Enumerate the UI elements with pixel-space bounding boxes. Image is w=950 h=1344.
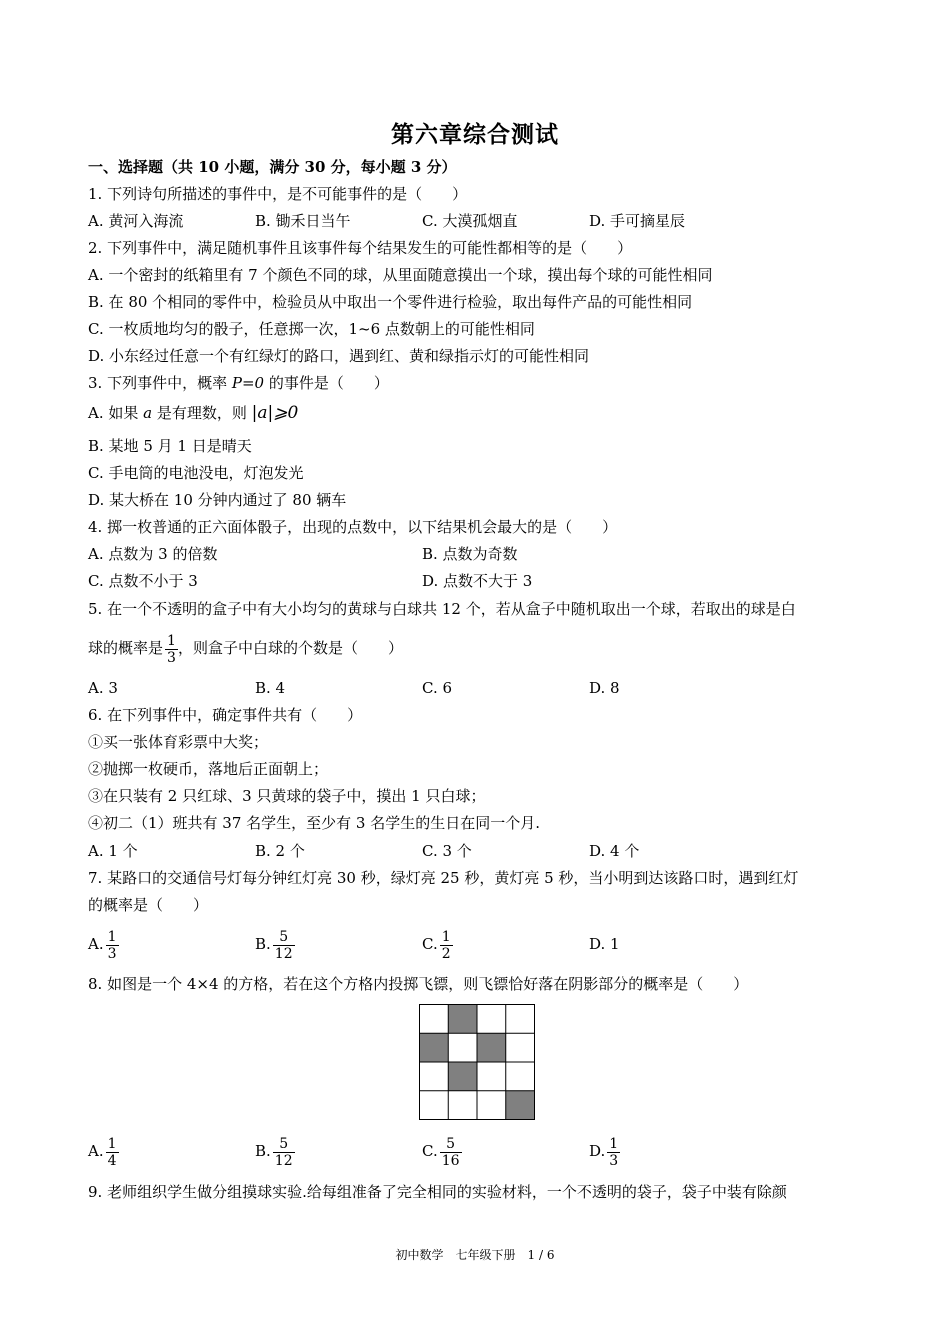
- q3-option-a: [88, 403, 298, 423]
- grid-shaded-cell: [477, 1033, 506, 1062]
- q7-a-den: 3: [107, 945, 117, 962]
- q6-item-2: ②抛掷一枚硬币，落地后正面朝上；: [88, 760, 329, 778]
- q2-option-c: C. 一枚质地均匀的骰子，任意掷一次，1~6 点数朝上的可能性相同: [88, 320, 535, 338]
- page-footer: 初中数学 七年级下册 1 / 6: [395, 1248, 555, 1262]
- q8-option-d-label: D.: [589, 1142, 606, 1160]
- q6-stem: 6. 在下列事件中，确定事件共有（ ）: [88, 706, 363, 724]
- q8-option-d: [589, 1133, 620, 1169]
- q4-option-c: C. 点数不小于 3: [88, 572, 198, 590]
- q8-option-c-label: C.: [422, 1142, 438, 1160]
- q8-c-den: 16: [441, 1152, 460, 1169]
- q8-option-a: [88, 1133, 119, 1169]
- q8-a-den: 4: [107, 1152, 117, 1169]
- q7-a-num: 1: [107, 928, 117, 945]
- q5-frac-num: 1: [167, 632, 176, 649]
- q8-option-c: [422, 1133, 462, 1169]
- q7-option-b-fraction: [273, 929, 295, 962]
- q4-option-b: B. 点数为奇数: [422, 545, 518, 563]
- q8-b-den: 12: [274, 1152, 293, 1169]
- page-title: 第六章综合测试: [391, 121, 559, 148]
- q7-option-d: D. 1: [589, 935, 620, 953]
- q2-option-a: A. 一个密封的纸箱里有 7 个颜色不同的球，从里面随意摸出一个球，摸出每个球的可能性相同: [88, 266, 713, 284]
- q8-d-num: 1: [609, 1135, 619, 1152]
- q8-option-b-label: B.: [255, 1142, 271, 1160]
- q7-option-c-fraction: [440, 929, 453, 962]
- q7-option-a: [88, 926, 119, 962]
- q8-option-d-fraction: [607, 1136, 620, 1169]
- q7-stem-line1: 7. 某路口的交通信号灯每分钟红灯亮 30 秒，绿灯亮 25 秒，黄灯亮 5 秒，当小明到达该路口时，遇到红灯: [88, 869, 799, 887]
- grid-shaded-cell: [448, 1004, 477, 1033]
- q3-option-b: B. 某地 5 月 1 日是晴天: [88, 437, 252, 455]
- q7-b-den: 12: [274, 945, 293, 962]
- q4-option-a: A. 点数为 3 的倍数: [88, 545, 218, 563]
- q7-option-c-label: C.: [422, 935, 438, 953]
- q9-stem: 9. 老师组织学生做分组摸球实验.给每组准备了完全相同的实验材料，一个不透明的袋子，袋子中装有除颜: [88, 1183, 787, 1201]
- q1-stem: 1. 下列诗句所描述的事件中，是不可能事件的是（ ）: [88, 185, 468, 203]
- q8-option-a-label: A.: [88, 1142, 104, 1160]
- q1-option-d: D. 手可摘星辰: [589, 212, 686, 230]
- q3-option-a-pre: A. 如果: [88, 404, 144, 422]
- q5-option-a: A. 3: [88, 679, 118, 697]
- q3-option-a-mid: 是有理数，则: [152, 404, 252, 422]
- q8-option-b: [255, 1133, 295, 1169]
- q3-option-a-var: a: [143, 404, 153, 422]
- q7-option-b: [255, 926, 295, 962]
- q8-option-b-fraction: [273, 1136, 295, 1169]
- q5-fraction: [165, 633, 178, 666]
- q6-option-d: D. 4 个: [589, 842, 640, 860]
- q4-stem: 4. 掷一枚普通的正六面体骰子，出现的点数中，以下结果机会最大的是（ ）: [88, 518, 618, 536]
- q1-option-b: B. 锄禾日当午: [255, 212, 351, 230]
- q8-stem: 8. 如图是一个 4×4 的方格，若在这个方格内投掷飞镖，则飞镖恰好落在阴影部分的概率是（ ）: [88, 975, 749, 993]
- q6-item-3: ③在只装有 2 只红球、3 只黄球的袋子中，摸出 1 只白球；: [88, 787, 486, 805]
- q7-option-c: [422, 926, 453, 962]
- q8-a-num: 1: [107, 1135, 117, 1152]
- q2-stem: 2. 下列事件中，满足随机事件且该事件每个结果发生的可能性都相等的是（ ）: [88, 239, 633, 257]
- q8-b-num: 5: [273, 1136, 295, 1153]
- q7-stem-line2: 的概率是（ ）: [88, 896, 209, 914]
- q8-option-a-fraction: [106, 1136, 119, 1169]
- q7-b-num: 5: [273, 929, 295, 946]
- grid-shaded-cell: [506, 1091, 535, 1120]
- q3-stem-pre: 3. 下列事件中，概率: [88, 374, 232, 392]
- q5-stem-line1: 5. 在一个不透明的盒子中有大小均匀的黄球与白球共 12 个，若从盒子中随机取出一个球，若取出的球是白: [88, 600, 796, 618]
- q7-c-num: 1: [441, 928, 451, 945]
- q5-option-d: D. 8: [589, 679, 620, 697]
- q5-stem-post: ，则盒子中白球的个数是（ ）: [177, 639, 403, 657]
- q7-option-a-fraction: [106, 929, 119, 962]
- q6-option-a: A. 1 个: [88, 842, 138, 860]
- q6-item-4: ④初二（1）班共有 37 名学生，至少有 3 名学生的生日在同一个月.: [88, 814, 541, 832]
- q6-item-1: ①买一张体育彩票中大奖；: [88, 733, 269, 751]
- q5-stem-pre: 球的概率是: [88, 639, 164, 657]
- q5-option-c: C. 6: [422, 679, 453, 697]
- q7-option-a-label: A.: [88, 935, 104, 953]
- q8-c-num: 5: [440, 1136, 462, 1153]
- q4-option-d: D. 点数不大于 3: [422, 572, 533, 590]
- grid-shaded-cell: [448, 1062, 477, 1091]
- q3-stem-post: 的事件是（ ）: [264, 374, 389, 392]
- q3-stem: [88, 373, 389, 393]
- q3-option-d: D. 某大桥在 10 分钟内通过了 80 辆车: [88, 491, 347, 509]
- q6-option-c: C. 3 个: [422, 842, 472, 860]
- q2-option-d: D. 小东经过任意一个有红绿灯的路口，遇到红、黄和绿指示灯的可能性相同: [88, 347, 590, 365]
- q6-option-b: B. 2 个: [255, 842, 305, 860]
- q8-option-c-fraction: [440, 1136, 462, 1169]
- q5-frac-den: 3: [167, 649, 176, 666]
- q5-stem-line2: [88, 628, 403, 670]
- q8-d-den: 3: [609, 1152, 619, 1169]
- q3-stem-math: P=0: [231, 374, 265, 392]
- section-heading: 一、选择题（共 10 小题，满分 30 分，每小题 3 分）: [88, 158, 457, 176]
- q7-option-b-label: B.: [255, 935, 271, 953]
- q7-c-den: 2: [441, 945, 451, 962]
- q3-option-c: C. 手电筒的电池没电，灯泡发光: [88, 464, 304, 482]
- grid-shaded-cell: [419, 1033, 448, 1062]
- q3-option-a-math: |a|⩾0: [251, 403, 299, 423]
- q8-grid-figure: [419, 1004, 535, 1120]
- q2-option-b: B. 在 80 个相同的零件中，检验员从中取出一个零件进行检验，取出每件产品的可能性相同: [88, 293, 693, 311]
- q1-option-a: A. 黄河入海流: [88, 212, 184, 230]
- q1-option-c: C. 大漠孤烟直: [422, 212, 518, 230]
- q5-option-b: B. 4: [255, 679, 286, 697]
